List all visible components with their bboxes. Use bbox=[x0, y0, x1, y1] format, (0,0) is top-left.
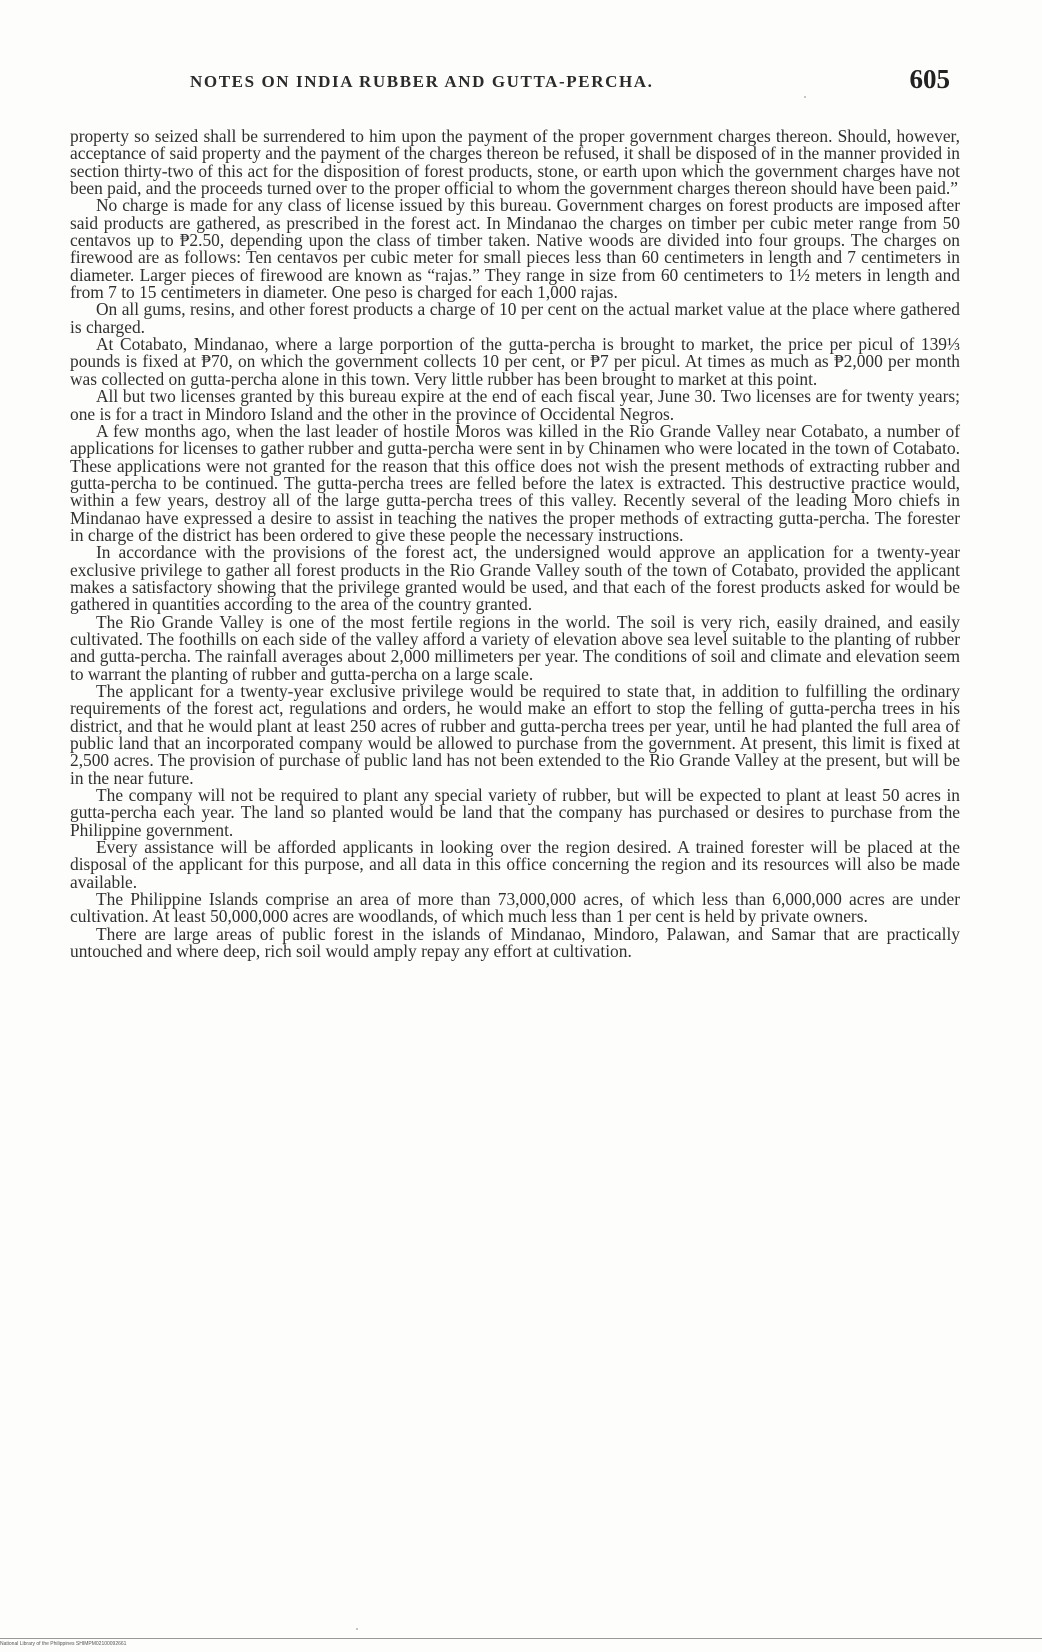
paragraph: The Rio Grande Valley is one of the most fertile regions in the world. The soil is very rich, easily drained, and easily cultivated. The foothills on each side of the valley afford a variety of elevation above sea level suitable to the planting of rubber and gutta-percha. The rainfall averages about 2,000 millimeters per year. The conditions of soil and climate and elevation seem to warrant the planting of rubber and gutta-percha on a large scale. bbox=[70, 611, 960, 684]
paragraph: All but two licenses granted by this bureau expire at the end of each fiscal year, June 30. Two licenses are for twenty years; one is for a tract in Mindoro Island and the other in the province of Occidental Negros. bbox=[70, 386, 960, 424]
page-header bbox=[190, 64, 950, 104]
paragraph: On all gums, resins, and other forest products a charge of 10 per cent on the actual market value at the place where gathered is charged. bbox=[70, 299, 960, 337]
paragraph: The Philippine Islands comprise an area of more than 73,000,000 acres, of which less than 6,000,000 acres are under cultivation. At least 50,000,000 acres are woodlands, of which much less than 1 per cent is held by private owners. bbox=[70, 889, 960, 927]
paragraph: Every assistance will be afforded applicants in looking over the region desired. A trained forester will be placed at the disposal of the applicant for this purpose, and all data in this office concerning the region and its resources will also be made available. bbox=[70, 837, 960, 892]
paragraph: At Cotabato, Mindanao, where a large porportion of the gutta-percha is brought to market, the price per picul of 139⅓ pounds is fixed at ₱70, on which the government collects 10 per cent, or ₱7 per picul. At times as much as ₱2,000 per month was collected on gutta-percha alone in this town. Very little rubber has been brought to market at this point. bbox=[70, 334, 960, 389]
scan-footer-note: National Library of the Philippines SHIMPM02100092661 bbox=[0, 1641, 127, 1647]
paragraph: property so seized shall be surrendered to him upon the payment of the proper government charges thereon. Should, however, acceptance of said property and the payment of the charges thereon be refused, it shall be disposed of in the manner provided in section thirty-two of this act for the disposition of forest products, stone, or earth upon which the government charges have not been paid, and the proceeds turned over to the proper official to whom the government charges thereon should have been paid.” bbox=[70, 126, 960, 199]
scan-speck bbox=[356, 1628, 358, 1630]
paragraph: No charge is made for any class of license issued by this bureau. Government charges on forest products are imposed after said products are gathered, as prescribed in the forest act. In Mindanao the charges on timber per cubic meter range from 50 centavos up to ₱2.50, depending upon the class of timber taken. Native woods are divided into four groups. The charges on firewood are as follows: Ten centavos per cubic meter for small pieces less than 60 centimeters in length and 7 centimeters in diameter. Larger pieces of firewood are known as “rajas.” They range in size from 60 centimeters to 1½ meters in length and from 7 to 15 centimeters in diameter. One peso is charged for each 1,000 rajas. bbox=[70, 195, 960, 303]
paragraph: There are large areas of public forest in the islands of Mindanao, Mindoro, Palawan, and Samar that are practically untouched and where deep, rich soil would amply repay any effort at cultivation. bbox=[70, 923, 960, 962]
footer-rule bbox=[0, 1638, 1042, 1639]
page-number: 605 bbox=[909, 64, 950, 94]
paragraph: The company will not be required to plant any special variety of rubber, but will be expected to plant at least 50 acres in gutta-percha each year. The land so planted would be land that the company has purchased or desires to purchase from the Philippine government. bbox=[70, 785, 960, 840]
paragraph: A few months ago, when the last leader of hostile Moros was killed in the Rio Grande Valley near Cotabato, a number of applications for licenses to gather rubber and gutta-percha were sent in by Chinamen who were located in the town of Cotabato. These applications were not granted for the reason that this office does not wish the present methods of extracting rubber and gutta-percha to be continued. The gutta-percha trees are felled before the latex is extracted. This destructive practice would, within a few years, destroy all of the large gutta-percha trees of this valley. Recently several of the leading Moro chiefs in Mindanao have expressed a desire to assist in teaching the natives the proper methods of extracting gutta-percha. The forester in charge of the district has been ordered to give these people the necessary instructions. bbox=[70, 420, 961, 545]
scan-speck bbox=[804, 96, 806, 98]
body-text bbox=[70, 128, 960, 961]
running-title: NOTES ON INDIA RUBBER AND GUTTA-PERCHA. bbox=[190, 72, 654, 91]
paragraph: In accordance with the provisions of the forest act, the undersigned would approve an application for a twenty-year exclusive privilege to gather all forest products in the Rio Grande Valley south of the town of Cotabato, provided the applicant makes a satisfactory showing that the privilege granted would be used, and that each of the forest products asked for would be gathered in quantities according to the area of the country granted. bbox=[70, 542, 960, 615]
paragraph: The applicant for a twenty-year exclusive privilege would be required to state that, in addition to fulfilling the ordinary requirements of the forest act, regulations and orders, he would make an effort to stop the felling of gutta-percha trees in his district, and that he would plant at least 250 acres of rubber and gutta-percha trees per year, until he had planted the full area of public land that an incorporated company would be allowed to purchase from the government. At present, this limit is fixed at 2,500 acres. The provision of purchase of public land has not been extended to the Rio Grande Valley at the present, but will be in the near future. bbox=[70, 681, 960, 788]
